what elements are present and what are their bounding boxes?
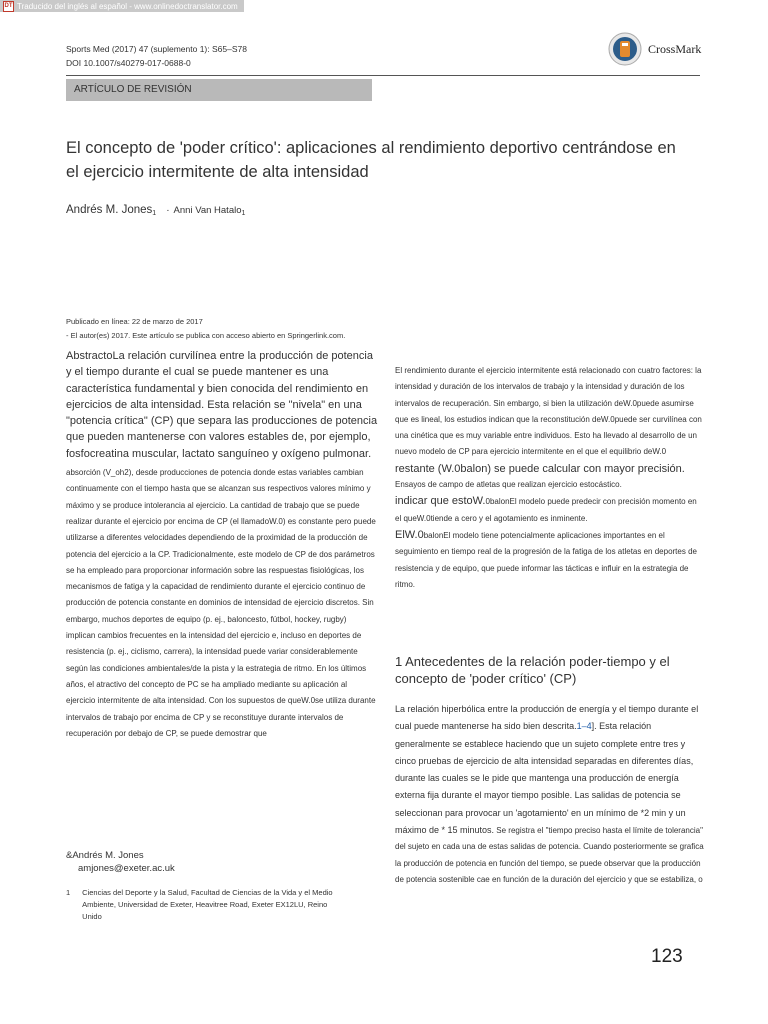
crossmark-icon: [608, 32, 642, 66]
abstract-lead: AbstractoLa relación curvilínea entre la producción de potencia y el tiempo durante el cual se puede mantener es una característica fundamental y bien conocida del rendimiento en ejercicios de alta intensidad. Esta relación se "nivela" en una "potencia crítica" (CP) que separa las producciones de potencia que pueden mantenerse con valores estables de, por ejemplo, fosfocreatina muscular, lactato sanguíneo y oxígeno pulmonar.: [66, 350, 378, 460]
reference-link[interactable]: 1–4: [576, 721, 592, 732]
abstract-paragraph: Ensayos de campo de atletas que realizan ejercicio estocástico.: [395, 480, 622, 490]
abstract-fragment: indicar que estoW.: [395, 495, 486, 508]
correspondence-name: &Andrés M. Jones: [66, 850, 144, 861]
body-text: ]. Esta relación generalmente se establece haciendo que un sujeto complete entre tres y cinco pruebas de ejercicio de alta intensidad separadas en diferentes días, durante las cuales se le pide que mantenga una producción de energía externa fija durante el mayor tiempo posible. Las salidas de potencia se seleccionan para provocar un 'agotamiento' en un mínimo de *2 min y un máximo de * 15 minutos.: [395, 721, 694, 836]
author-list: [66, 204, 245, 216]
translator-logo-icon: DT: [3, 1, 14, 12]
author-affil-mark: 1: [241, 210, 246, 217]
author-name[interactable]: Andrés M. Jones: [66, 204, 153, 216]
author-separator: ·: [166, 205, 170, 216]
abstract-paragraph: El rendimiento durante el ejercicio intermitente está relacionado con cuatro factores: la intensidad y duración de los intervalos de trabajo y la intensidad y duración de los intervalos de recuperación. Sin embargo, si bien la utilización deW.0puede asumirse que es lineal, los estudios indican que la reconstitución deW.0puede ser curvilínea con una cinética que es muy variable entre individuos. Esto ha llevado al desarrollo de un nuevo modelo de CP para ejercicio intermitente en el que el equilibrio deW.0: [395, 366, 702, 457]
body-text: La relación hiperbólica entre la producción de energía y el tiempo durante el cual puede mantenerse ha sido bien descrita.: [395, 704, 699, 732]
abstract-fragment: ElW.0: [395, 528, 424, 541]
article-title: El concepto de 'poder crítico': aplicaciones al rendimiento deportivo centrándose en el ejercicio intermitente de alta intensidad: [66, 139, 676, 181]
translator-banner-text: Traducido del inglés al español - www.onlinedoctranslator.com: [17, 1, 238, 11]
crossmark-badge[interactable]: [608, 32, 701, 66]
author-affil-mark: 1: [152, 210, 157, 217]
translator-banner[interactable]: [0, 0, 244, 12]
body-text: Se registra el "tiempo preciso hasta el límite de tolerancia" del sujeto en cada una de estas salidas de potencia. Cuando posteriormente se grafica la producción de potencia en función del tiempo, se puede observar que la producción de potencia sostenible cae en función de la duración del ejercicio y que se estabiliza, o: [395, 826, 704, 884]
page-number: 123: [651, 946, 683, 967]
abstract-paragraph: [395, 527, 705, 593]
correspondence-email[interactable]: amjones@exeter.ac.uk: [78, 863, 175, 874]
correspondence: [66, 849, 175, 875]
abstract-fragment: balonEl modelo tiene potencialmente aplicaciones importantes en el seguimiento en tiempo real de la progresión de la fatiga de los atletas en deportes de resistencia y de equipo, que puede informar las tácticas e influir en la estrategia de ritmo.: [395, 530, 697, 589]
section-body: [395, 701, 705, 888]
author-name[interactable]: Anni Van Hatalo: [173, 205, 242, 216]
abstract-body: absorción (V_oh2), desde producciones de potencia donde estas variables cambian continuamente con el tiempo hasta que se alcanzan sus respectivos valores mínimo y máximo y se produce intolerancia al ejercicio. La cantidad de trabajo que se puede realizar durante el ejercicio por encima de CP (el llamadoW.0) es constante pero puede utilizarse a diferentes velocidades dependiendo de la proximidad de la producción de potencia del ejercicio a la CP. Tradicionalmente, este modelo de CP de dos parámetros se ha empleado para proporcionar información sobre las respuestas fisiológicas, los mecanismos de fatiga y la capacidad de rendimiento durante el ejercicio continuo de producción de potencia constante en dominios de intensidad de ejercicio discretos. Sin embargo, muchos deportes de equipo (p. ej., baloncesto, fútbol, hockey, rugby) implican cambios frecuentes en la intensidad del ejercicio e, incluso en deportes de resistencia (p. ej., ciclismo, carrera), la intensidad puede variar considerablemente según las condiciones ambientales/de la pista y la estrategia de ritmo. En los últimos años, el atractivo del concepto de PC se ha ampliado mediante su aplicación al ejercicio intermitente de alta intensidad. Con los supuestos de queW.0se utiliza durante intervalos de trabajo por encima de CP y se reconstituye durante intervalos de recuperación por debajo de CP, se puede demostrar que: [66, 468, 376, 738]
abstract-paragraph: restante (W.0balon) se puede calcular con mayor precisión.: [395, 462, 685, 475]
affiliation-text: Ciencias del Deporte y la Salud, Facultad de Ciencias de la Vida y el Medio Ambiente, Universidad de Exeter, Heavitree Road, Exeter EX12LU, Reino Unido: [82, 888, 333, 921]
license-note: - El autor(es) 2017. Este artículo se publica con acceso abierto en Springerlink.com.: [66, 331, 346, 340]
affiliation: [66, 887, 336, 923]
article-type-banner: ARTÍCULO DE REVISIÓN: [66, 79, 372, 101]
header-rule: [66, 75, 700, 76]
abstract-fragment: 0balonEl modelo puede predecir con precisión momento en el queW.0tiende a cero y el agotamiento es inminente.: [395, 497, 697, 523]
journal-citation: [66, 42, 247, 70]
affiliation-number: 1: [66, 888, 71, 897]
abstract: [66, 348, 378, 742]
abstract-paragraph: [395, 493, 705, 527]
crossmark-label: CrossMark: [648, 41, 702, 56]
section-heading: 1 Antecedentes de la relación poder-tiempo y el concepto de 'poder crítico' (CP): [395, 654, 670, 686]
publication-info: [66, 315, 345, 343]
published-date: Publicado en línea: 22 de marzo de 2017: [66, 317, 203, 326]
doi[interactable]: DOI 10.1007/s40279-017-0688-0: [66, 58, 191, 68]
journal-ref: Sports Med (2017) 47 (suplemento 1): S65–S78: [66, 44, 247, 54]
abstract-continued: [395, 363, 705, 593]
